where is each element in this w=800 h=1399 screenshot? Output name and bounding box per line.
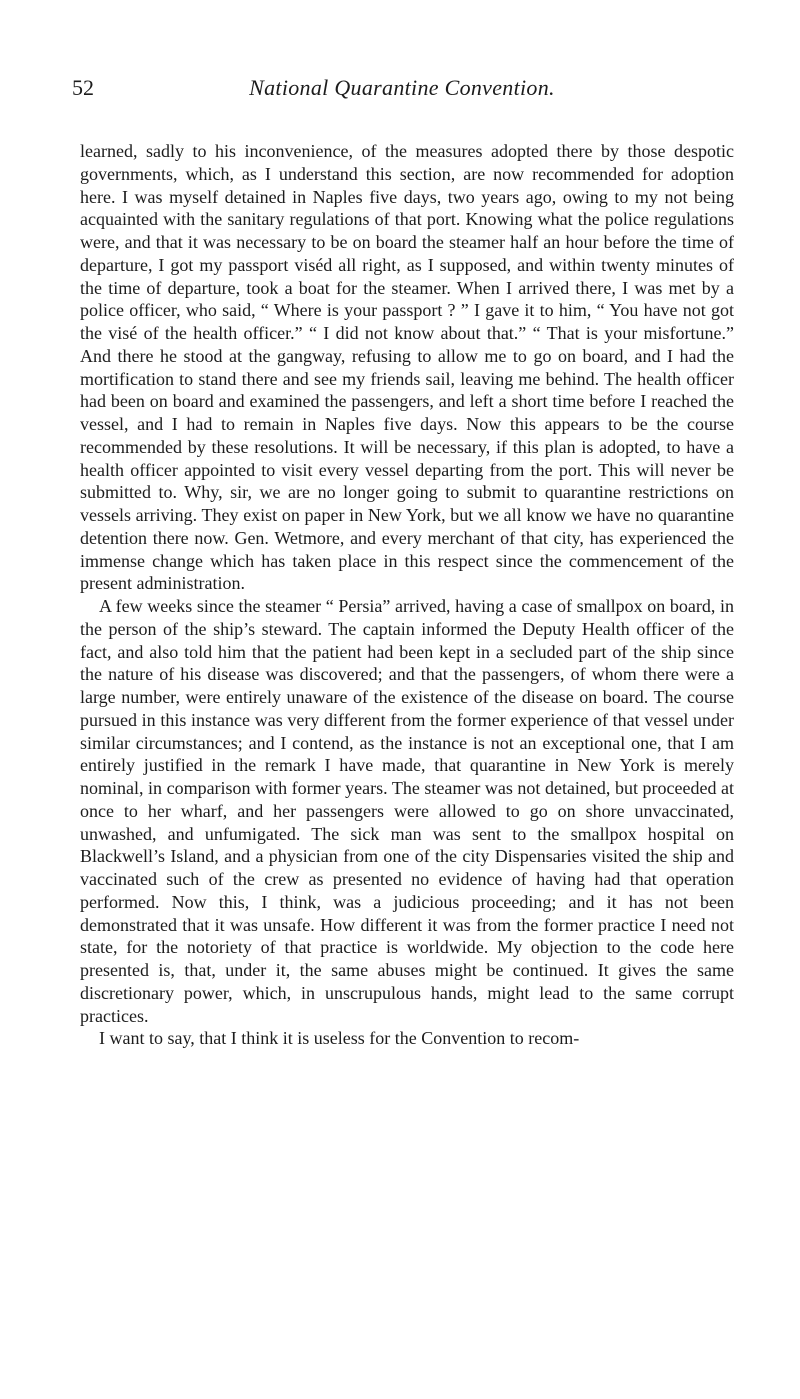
page-number: 52 [72,75,94,100]
body-text [80,140,734,1050]
running-title: National Quarantine Convention. [249,75,555,100]
paragraph-persia: A few weeks since the steamer “ Persia” arrived, having a case of smallpox on board, in the person of the ship’s steward. The captain informed the Deputy Health officer of the fact, and also told him that the patient had been kept in a secluded part of the ship since the nature of his disease was discovered; and that the passengers, of whom there were a large number, were entirely unaware of the existence of the disease on board. The course pursued in this instance was very different from the former experience of that vessel under similar circumstances; and I contend, as the instance is not an exceptional one, that I am entirely justified in the remark I have made, that quarantine in New York is merely nominal, in comparison with former years. The steamer was not detained, but proceeded at once to her wharf, and her passengers were allowed to go on shore unvaccinated, unwashed, and unfumigated. The sick man was sent to the smallpox hospital on Blackwell’s Island, and a physician from one of the city Dispensaries visited the ship and vaccinated such of the crew as presented no evidence of having had that operation performed. Now this, I think, was a judicious proceeding; and it has not been demonstrated that it was unsafe. How different it was from the former practice I need not state, for the notoriety of that practice is worldwide. My objection to the code here presented is, that, under it, the same abuses might be continued. It gives the same discretionary power, which, in unscrupulous hands, might lead to the same corrupt practices. [80,596,734,1026]
paragraph-continued: learned, sadly to his inconvenience, of the measures adopted there by those despotic governments, which, as I understand this section, are now recommended for adoption here. I was myself detained in Naples five days, two years ago, owing to my not being acquainted with the sanitary regulations of that port. Knowing what the police regulations were, and that it was necessary to be on board the steamer half an hour before the time of departure, I got my passport viséd all right, as I supposed, and within twenty minutes of the time of departure, took a boat for the steamer. When I arrived there, I was met by a police officer, who said, “ Where is your passport ? ” I gave it to him, “ You have not got the visé of the health officer.” “ I did not know about that.” “ That is your misfortune.” And there he stood at the gangway, refusing to allow me to go on board, and I had the mortification to stand there and see my friends sail, leaving me behind. The health officer had been on board and examined the passengers, and left a short time before I reached the vessel, and I had to remain in Naples five days. Now this appears to be the course recommended by these resolutions. It will be necessary, if this plan is adopted, to have a health officer appointed to visit every vessel departing from the port. This will never be submitted to. Why, sir, we are no longer going to submit to quarantine restrictions on vessels arriving. They exist on paper in New York, but we all know we have no quarantine detention there now. Gen. Wetmore, and every merchant of that city, has experienced the immense change which has taken place in this respect since the commencement of the present administration. [80,141,734,594]
paragraph-closing: I want to say, that I think it is useless for the Convention to recom- [99,1028,580,1049]
running-head [72,73,732,107]
